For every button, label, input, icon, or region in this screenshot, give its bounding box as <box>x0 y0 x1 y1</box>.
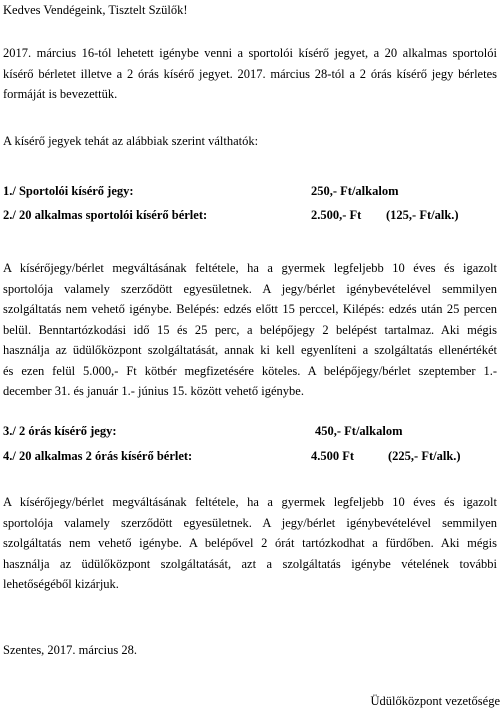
signature: Üdülőközpont vezetősége <box>370 694 500 708</box>
lead-text: A kísérő jegyek tehát az alábbiak szerint válthatók: <box>3 134 259 148</box>
price-item-price: 450,- Ft/alkalom <box>315 424 403 438</box>
paragraph-line: használja az üdülőközpont szolgáltatását, annak ki kell egyenlíteni a szolgáltatás ellenértékét <box>3 343 497 357</box>
intro-line: 2017. március 16-tól lehetett igénybe venni a sportolói kísérő jegyet, a 20 alkalmas sportolói <box>3 46 497 60</box>
price-item-unit-price: (125,- Ft/alk.) <box>386 208 459 222</box>
paragraph-line: december 31. és január 1.- június 15. között vehető igénybe. <box>3 384 304 398</box>
price-item-label: 1./ Sportolói kísérő jegy: <box>3 184 134 198</box>
price-item-label: 4./ 20 alkalmas 2 órás kísérő bérlet: <box>3 449 193 463</box>
conditions-paragraph-1 <box>3 258 497 402</box>
conditions-paragraph-2 <box>3 492 497 595</box>
price-item-price: 4.500 Ft <box>311 449 355 463</box>
paragraph-line: szolgáltatás nem vehető igénybe. A belépővel 2 órát tartózkodhat a fürdőben. Aki mégis <box>3 536 497 550</box>
place-date: Szentes, 2017. március 28. <box>3 643 138 657</box>
paragraph-line: szolgáltatás nem vehető igénybe. Belépés: edzés előtt 15 perccel, Kilépés: edzés után 25 percen <box>3 302 497 316</box>
intro-paragraph <box>3 43 497 105</box>
intro-line: kísérő bérletet illetve a 2 órás kísérő jegyet. 2017. március 28-tól a 2 órás kísérő jegy bérletes <box>3 66 497 81</box>
paragraph-line: belül. Benntartózkodási idő 15 és 25 perc, a belépőjegy 2 belépést tartalmaz. Aki mégis <box>3 322 497 337</box>
price-item-unit-price: (225,- Ft/alk.) <box>388 449 461 463</box>
paragraph-line: A kísérőjegy/bérlet megváltásának feltétele, ha a gyermek legfeljebb 10 éves és igazolt <box>3 261 497 275</box>
price-item-label: 3./ 2 órás kísérő jegy: <box>3 424 117 438</box>
paragraph-line: lehetőségéből kizárjuk. <box>3 577 119 591</box>
price-item-price: 2.500,- Ft <box>311 208 362 222</box>
paragraph-line: és ezen felül 5.000,- Ft kötbér megfizetésére köteles. A belépőjegy/bérlet szeptember 1.- <box>3 363 497 378</box>
price-item-label: 2./ 20 alkalmas sportolói kísérő bérlet: <box>3 208 208 222</box>
paragraph-line: sportolója valamely szerződött egyesületnek. A jegy/bérlet igénybevételével semmilyen <box>3 281 497 296</box>
greeting: Kedves Vendégeink, Tisztelt Szülők! <box>3 3 188 17</box>
paragraph-line: sportolója valamely szerződött egyesületnek. A jegy/bérlet igénybevételével semmilyen <box>3 515 497 530</box>
paragraph-line: használja az üdülőközpont szolgáltatását, azt a szolgáltatás igénybe vételének további <box>3 556 497 571</box>
price-item-price: 250,- Ft/alkalom <box>311 184 399 198</box>
paragraph-line: A kísérőjegy/bérlet megváltásának feltétele, ha a gyermek legfeljebb 10 éves és igazolt <box>3 495 497 509</box>
intro-line: formáját is bevezettük. <box>3 87 118 101</box>
